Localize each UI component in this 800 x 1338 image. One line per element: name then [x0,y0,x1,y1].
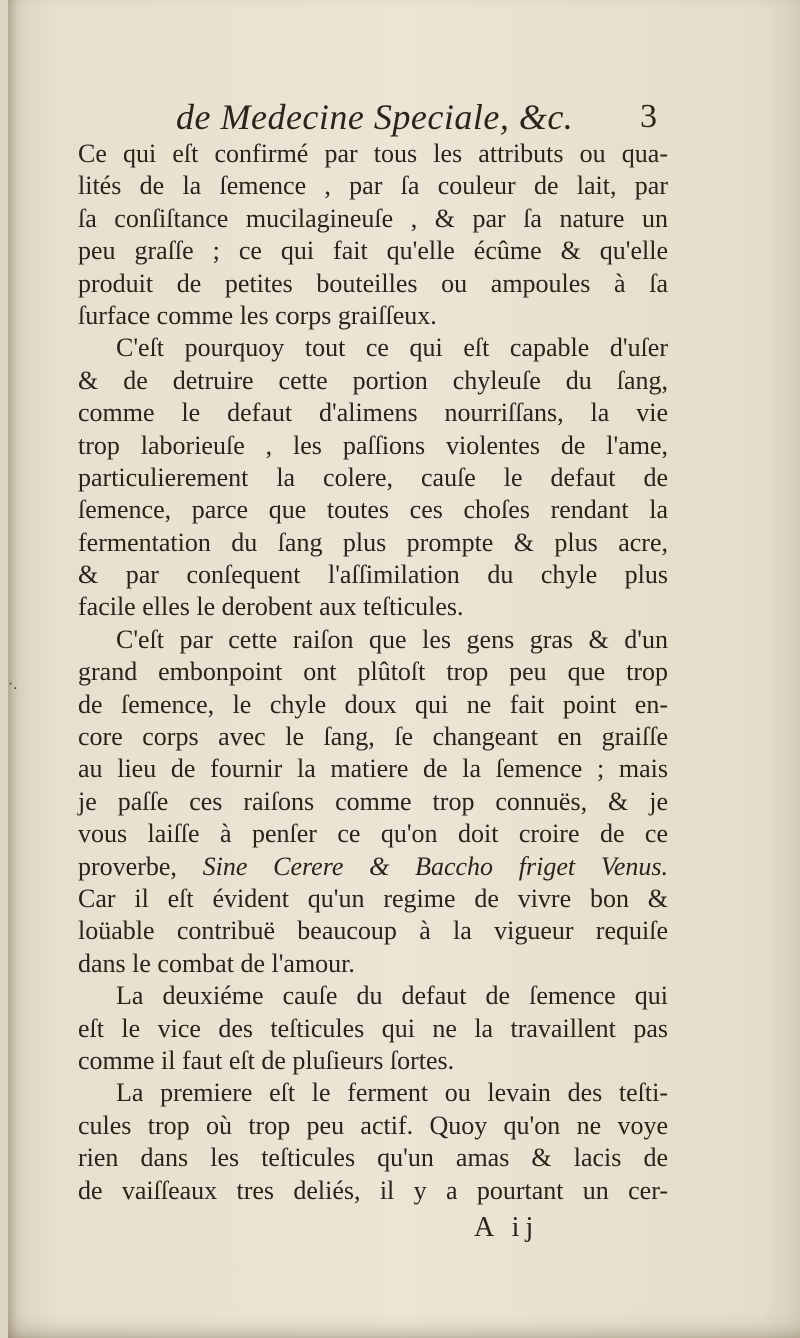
text-line: produit de petites bouteilles ou ampoules à ſa [78,268,668,298]
text-line-proverb [78,851,668,883]
text-line: grand embonpoint ont plûtoſt trop peu que trop [78,657,668,687]
text-line: Ce qui eſt confirmé par tous les attributs ou qua- [78,139,668,168]
text-line: peu graſſe ; ce qui fait qu'elle écûme & qu'elle [78,236,668,266]
margin-mark: ·. [8,676,18,693]
text-line: comme le defaut d'alimens nourriſſans, la vie [78,398,668,428]
text-line: au lieu de fournir la matiere de la ſemence ; mais [78,754,668,784]
text-line: rien dans les teſticules qu'un amas & lacis de [78,1143,668,1173]
text-line: je paſſe ces raiſons comme trop connuës, & je [78,786,668,816]
text-line: Car il eſt évident qu'un regime de vivre bon & [78,883,668,913]
text-line: & de detruire cette portion chyleuſe du ſang, [78,365,668,395]
text-line: facile elles le derobent aux teſticules. [78,592,464,622]
text-line: fermentation du ſang plus prompte & plus acre, [78,527,668,557]
text-line: La deuxiéme cauſe du defaut de ſemence qui [116,981,668,1011]
text-line: cules trop où trop peu actif. Quoy qu'on ne voye [78,1110,668,1140]
text-line: comme il faut eſt de pluſieurs ſortes. [78,1045,455,1075]
text-line: trop laborieuſe , les paſſions violentes de l'ame, [78,430,668,460]
proverb-latin: Sine Cerere & Baccho friget Venus. [202,851,668,881]
proverb-lead: proverbe, [78,851,177,881]
text-line: loüable contribuë beaucoup à la vigueur requiſe [78,916,668,946]
text-line: ſa conſiſtance mucilagineuſe , & par ſa nature un [78,203,668,233]
text-line: La premiere eſt le ferment ou levain des teſti- [116,1078,668,1108]
text-line: core corps avec le ſang, ſe changeant en graiſſe [78,722,668,752]
text-line: ſemence, parce que toutes ces choſes rendant la [78,495,668,525]
page-number: 3 [640,98,657,135]
text-line: de vaiſſeaux tres deliés, il y a pourtant un cer- [78,1175,668,1205]
text-line: vous laiſſe à penſer ce qu'on doit croire de ce [78,819,668,849]
book-page [8,0,800,1338]
page-header [8,96,800,144]
running-title: de Medecine Speciale, &c. [176,97,574,137]
signature-mark: A ij [474,1212,540,1243]
text-line: C'eſt par cette raiſon que les gens gras & d'un [116,624,668,654]
text-line: ſurface comme les corps graiſſeux. [78,300,437,330]
text-line: & par conſequent l'aſſimilation du chyle plus [78,560,668,590]
text-line: particulierement la colere, cauſe le defaut de [78,462,668,492]
text-line: de ſemence, le chyle doux qui ne fait point en- [78,689,668,719]
body-text [78,138,668,1207]
text-line: lités de la ſemence , par ſa couleur de lait, par [78,171,668,201]
text-line: C'eſt pourquoy tout ce qui eſt capable d'uſer [116,333,668,363]
text-line: eſt le vice des teſticules qui ne la travaillent pas [78,1013,668,1043]
text-line: dans le combat de l'amour. [78,948,355,978]
